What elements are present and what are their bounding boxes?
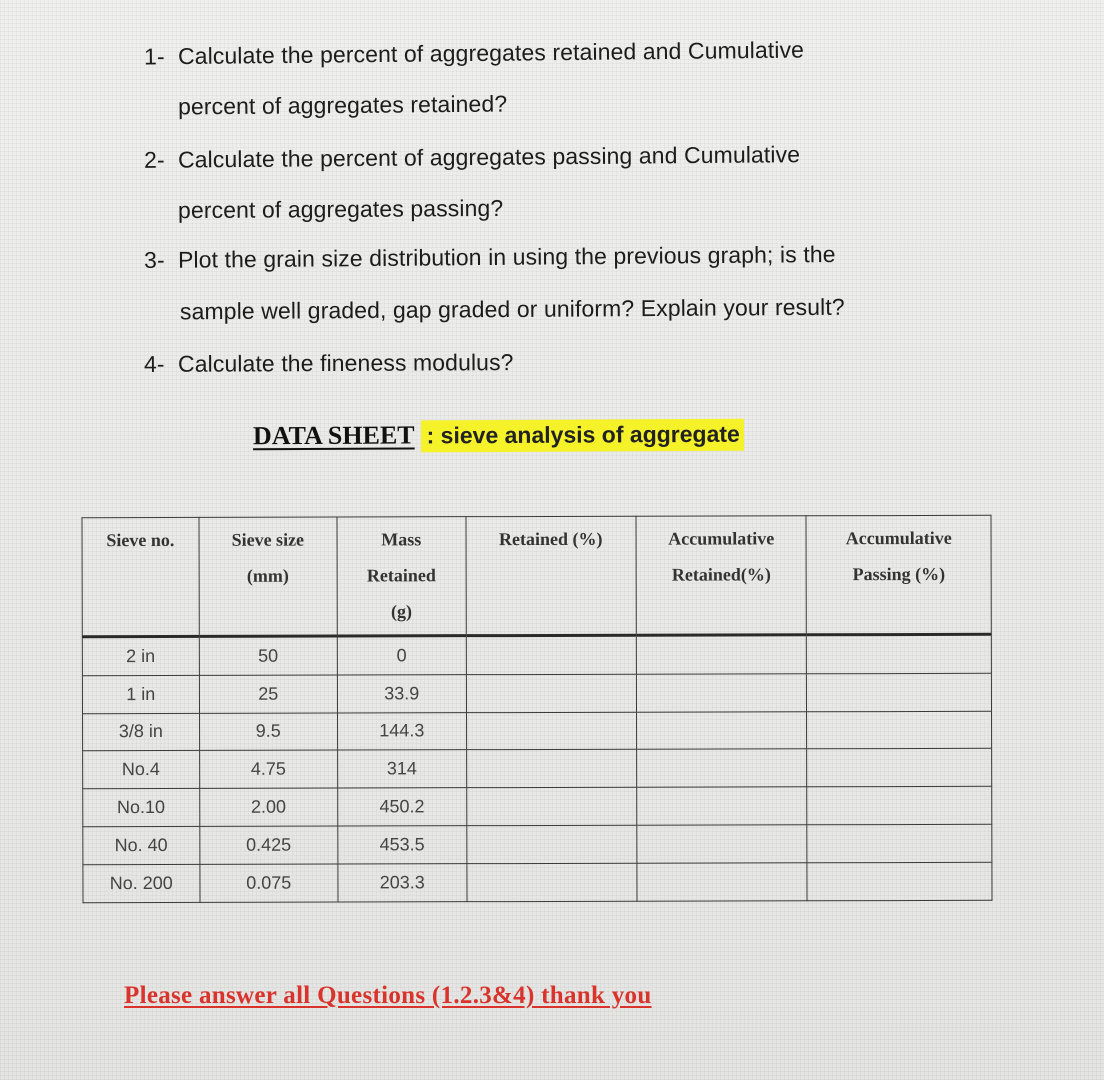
question-2-text: Calculate the percent of aggregates passing and Cumulative [177, 141, 801, 173]
cell-mass-retained: 314 [338, 750, 467, 788]
question-3-text: Plot the grain size distribution in using the previous graph; is the [177, 240, 836, 273]
cell-mass-retained: 203.3 [338, 864, 467, 902]
question-1-text: Calculate the percent of aggregates retained and Cumulative [177, 36, 805, 70]
cell-sieve-size: 9.5 [199, 713, 337, 751]
footer-request: Please answer all Questions (1.2.3&4) thank you [124, 982, 652, 1009]
question-3-line-2: sample well graded, gap graded or uniform? Explain your result? [179, 293, 845, 325]
cell-mass-retained: 33.9 [337, 674, 466, 712]
cell-accumulative-passing [807, 824, 992, 862]
cell-sieve-no: 3/8 in [83, 713, 200, 751]
question-1-line-2: percent of aggregates retained? [177, 90, 508, 120]
cell-accumulative-passing [807, 634, 992, 673]
cell-sieve-size: 50 [199, 636, 337, 675]
cell-sieve-no: 2 in [82, 636, 199, 675]
header-mass-retained: Mass Retained (g) [337, 517, 466, 636]
cell-accumulative-retained [636, 635, 807, 674]
data-sheet-subtitle: : sieve analysis of aggregate [421, 419, 744, 453]
question-2-line-1 [144, 141, 800, 174]
table-row [83, 749, 992, 789]
question-2-number: 2- [143, 146, 165, 173]
question-1-line-1 [144, 37, 804, 71]
table-row [83, 862, 992, 902]
cell-accumulative-retained [637, 787, 808, 825]
cell-retained-percent [466, 788, 636, 826]
question-4-line-1 [144, 349, 514, 378]
table-row [83, 824, 992, 864]
question-3-line-1 [144, 241, 836, 274]
header-sieve-no: Sieve no. [82, 517, 199, 636]
cell-sieve-no: No. 200 [83, 864, 200, 902]
table-row [83, 787, 992, 827]
table-header-row [82, 515, 991, 636]
cell-sieve-size: 0.425 [199, 826, 337, 864]
table-row [83, 711, 992, 751]
cell-retained-percent [466, 750, 636, 788]
question-3-number: 3- [143, 246, 165, 274]
cell-retained-percent [466, 712, 636, 750]
cell-mass-retained: 0 [337, 635, 466, 674]
data-sheet-heading [253, 419, 744, 452]
cell-sieve-no: No. 40 [83, 827, 200, 865]
cell-retained-percent [466, 863, 636, 901]
cell-accumulative-retained [637, 863, 808, 901]
cell-sieve-size: 25 [199, 675, 337, 713]
cell-accumulative-retained [636, 711, 807, 749]
cell-retained-percent [466, 674, 636, 712]
cell-sieve-no: No.4 [83, 751, 200, 789]
cell-sieve-size: 4.75 [199, 750, 337, 788]
cell-accumulative-passing [807, 862, 992, 900]
header-sieve-size: Sieve size (mm) [199, 517, 338, 636]
question-4-text: Calculate the fineness modulus? [177, 349, 514, 377]
question-2-line-2: percent of aggregates passing? [177, 194, 504, 224]
cell-retained-percent [466, 825, 636, 863]
cell-sieve-size: 0.075 [199, 864, 337, 902]
cell-accumulative-passing [807, 673, 992, 711]
table-row [82, 673, 991, 713]
question-1-number: 1- [143, 43, 165, 70]
cell-accumulative-retained [636, 673, 807, 711]
sieve-data-table [81, 515, 992, 903]
data-sheet-title: DATA SHEET [252, 420, 415, 451]
cell-retained-percent [466, 635, 636, 674]
cell-sieve-no: No.10 [83, 789, 200, 827]
header-retained-percent: Retained (%) [466, 516, 637, 635]
cell-accumulative-passing [807, 787, 992, 825]
cell-sieve-no: 1 in [82, 675, 199, 713]
cell-sieve-size: 2.00 [199, 788, 337, 826]
cell-mass-retained: 450.2 [338, 788, 467, 826]
table-row [82, 634, 991, 675]
cell-accumulative-passing [807, 749, 992, 787]
header-accumulative-retained: Accumulative Retained(%) [636, 516, 807, 635]
header-accumulative-passing: Accumulative Passing (%) [806, 515, 991, 634]
question-4-number: 4- [143, 350, 165, 377]
cell-accumulative-passing [807, 711, 992, 749]
cell-accumulative-retained [636, 749, 807, 787]
cell-mass-retained: 144.3 [337, 712, 466, 750]
cell-mass-retained: 453.5 [338, 826, 467, 864]
cell-accumulative-retained [637, 825, 808, 863]
